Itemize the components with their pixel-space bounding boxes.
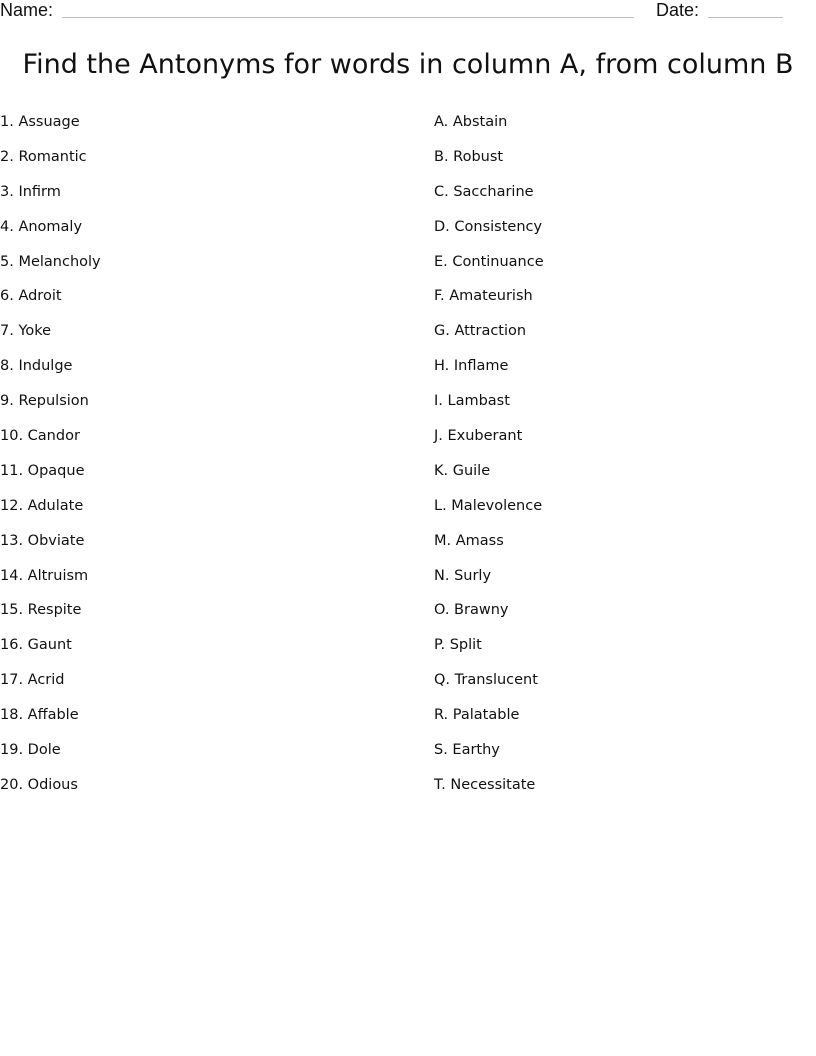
column-b-item: M. Amass bbox=[434, 532, 504, 549]
column-b-item: T. Necessitate bbox=[434, 776, 536, 793]
column-a-item: 10. Candor bbox=[0, 428, 80, 445]
column-b-item: Q. Translucent bbox=[434, 672, 538, 689]
worksheet-header bbox=[0, 0, 816, 24]
column-b-item: K. Guile bbox=[434, 462, 491, 479]
column-b-item: S. Earthy bbox=[434, 742, 500, 759]
column-b-item: I. Lambast bbox=[434, 393, 510, 410]
column-a-item: 5. Melancholy bbox=[0, 253, 101, 270]
column-a-item: 8. Indulge bbox=[0, 358, 73, 375]
column-b-list bbox=[434, 112, 544, 810]
column-a-item: 6. Adroit bbox=[0, 288, 62, 305]
worksheet-title: Find the Antonyms for words in column A, from column B bbox=[22, 49, 794, 80]
column-a-item: 7. Yoke bbox=[0, 323, 52, 340]
column-a-item: 1. Assuage bbox=[0, 114, 80, 130]
column-a-item: 20. Odious bbox=[0, 776, 78, 793]
column-a-item: 3. Infirm bbox=[0, 183, 61, 200]
column-a-item: 16. Gaunt bbox=[0, 637, 72, 654]
name-blank-line[interactable] bbox=[62, 17, 634, 18]
column-b-item: C. Saccharine bbox=[434, 183, 534, 200]
column-b-item: A. Abstain bbox=[434, 114, 508, 130]
column-a-item: 13. Obviate bbox=[0, 532, 85, 549]
column-b-item: F. Amateurish bbox=[434, 288, 533, 305]
column-b-item: D. Consistency bbox=[434, 218, 543, 235]
column-b-item: B. Robust bbox=[434, 148, 504, 165]
column-a-item: 12. Adulate bbox=[0, 497, 84, 514]
column-a-item: 17. Acrid bbox=[0, 672, 65, 689]
column-a-item: 9. Repulsion bbox=[0, 393, 89, 410]
name-label: Name: bbox=[0, 0, 54, 20]
column-b-item: H. Inflame bbox=[434, 358, 509, 375]
column-a-item: 11. Opaque bbox=[0, 462, 85, 479]
column-a-list bbox=[0, 112, 101, 810]
column-b-item: J. Exuberant bbox=[434, 428, 523, 445]
column-a-item: 2. Romantic bbox=[0, 148, 87, 165]
date-label: Date: bbox=[656, 0, 700, 20]
column-b-item: E. Continuance bbox=[434, 253, 544, 270]
column-a-item: 19. Dole bbox=[0, 742, 61, 759]
column-a-item: 15. Respite bbox=[0, 602, 82, 619]
column-b-item: G. Attraction bbox=[434, 323, 527, 340]
date-blank-line[interactable] bbox=[708, 17, 783, 18]
column-a-item: 14. Altruism bbox=[0, 567, 89, 584]
column-b-item: L. Malevolence bbox=[434, 497, 543, 514]
column-b-item: R. Palatable bbox=[434, 707, 520, 724]
column-a-item: 4. Anomaly bbox=[0, 218, 83, 235]
column-b-item: O. Brawny bbox=[434, 602, 509, 619]
column-b-item: P. Split bbox=[434, 637, 482, 654]
column-a-item: 18. Affable bbox=[0, 707, 79, 724]
column-b-item: N. Surly bbox=[434, 567, 492, 584]
